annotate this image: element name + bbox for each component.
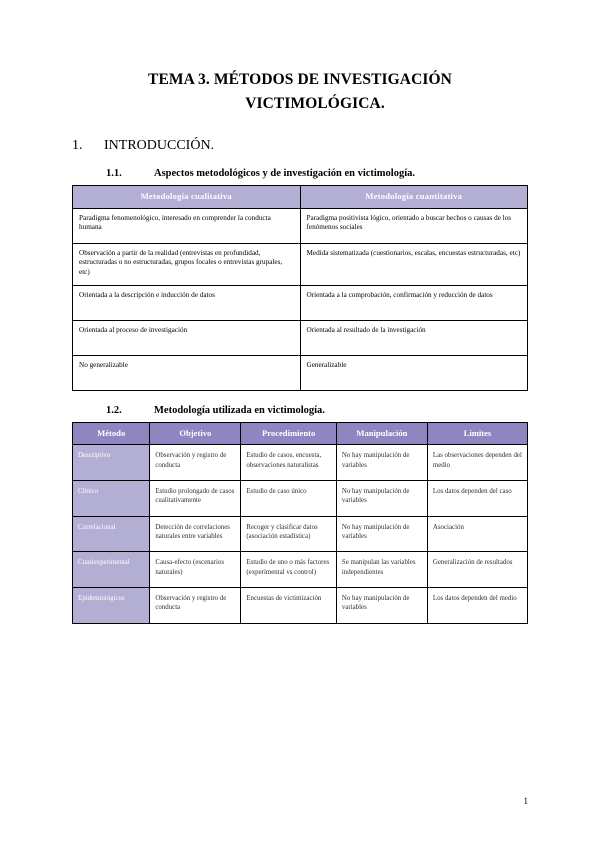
table-qualitative-quantitative [72, 185, 528, 391]
subsection-heading-1-2 [72, 405, 528, 416]
cell-metodo: Correlacional [73, 516, 150, 552]
table-row [73, 355, 528, 390]
cell-cualitativa: Orientada a la descripción e inducción de datos [73, 285, 301, 320]
column-header-procedimiento: Procedimiento [241, 422, 337, 445]
table-row [73, 285, 528, 320]
cell-objetivo: Causa-efecto (escenarios naturales) [150, 552, 241, 588]
cell-manipulacion: No hay manipulación de variables [336, 481, 427, 517]
page-title [72, 68, 528, 116]
cell-cualitativa: Observación a partir de la realidad (entrevistas en profundidad, estructuradas o no estructuradas, grupos focales o entrevistas grupales, etc) [73, 243, 301, 285]
cell-limites: Los datos dependen del caso [427, 481, 527, 517]
cell-limites: Los datos dependen del medio [427, 587, 527, 623]
column-header-limites: Límites [427, 422, 527, 445]
cell-metodo: Epidemiológicos [73, 587, 150, 623]
page-number: 1 [523, 796, 528, 806]
cell-metodo: Descriptivo [73, 445, 150, 481]
table-row [73, 320, 528, 355]
cell-cuantitativa: Orientada al resultado de la investigación [300, 320, 528, 355]
cell-metodo: Cuasiexperimental [73, 552, 150, 588]
cell-cualitativa: Paradigma fenomenológico, interesado en comprender la conducta humana [73, 208, 301, 243]
cell-objetivo: Observación y registro de conducta [150, 445, 241, 481]
table-row [73, 587, 528, 623]
section-number: 1. [72, 138, 83, 154]
cell-procedimiento: Estudio de casos, encuesta, observaciones naturalistas [241, 445, 337, 481]
subsection-title: Metodología utilizada en victimología. [154, 404, 325, 416]
cell-procedimiento: Recoger y clasificar datos (asociación estadística) [241, 516, 337, 552]
page-title-line-1: TEMA 3. MÉTODOS DE INVESTIGACIÓN [148, 71, 452, 88]
column-header-cualitativa: Metodología cualitativa [73, 186, 301, 209]
column-header-cuantitativa: Metodología cuantitativa [300, 186, 528, 209]
cell-objetivo: Estudio prolongado de casos cualitativamente [150, 481, 241, 517]
subsection-title: Aspectos metodológicos y de investigación en victimología. [154, 168, 416, 180]
column-header-objetivo: Objetivo [150, 422, 241, 445]
cell-objetivo: Detección de correlaciones naturales entre variables [150, 516, 241, 552]
cell-procedimiento: Encuestas de victimización [241, 587, 337, 623]
subsection-number: 1.1. [106, 168, 122, 180]
section-title: INTRODUCCIÓN. [104, 138, 215, 154]
cell-procedimiento: Estudio de caso único [241, 481, 337, 517]
table-row [73, 516, 528, 552]
cell-manipulacion: Se manipulan las variables independientes [336, 552, 427, 588]
table-header-row [73, 186, 528, 209]
cell-manipulacion: No hay manipulación de variables [336, 587, 427, 623]
cell-metodo: Clínico [73, 481, 150, 517]
cell-procedimiento: Estudio de uno o más factores (experimental vs control) [241, 552, 337, 588]
cell-limites: Las observaciones dependen del medio [427, 445, 527, 481]
cell-limites: Generalización de resultados [427, 552, 527, 588]
cell-cuantitativa: Medida sistematizada (cuestionarios, escalas, encuestas estructuradas, etc) [300, 243, 528, 285]
cell-manipulacion: No hay manipulación de variables [336, 516, 427, 552]
table-row [73, 552, 528, 588]
table-row [73, 208, 528, 243]
column-header-metodo: Método [73, 422, 150, 445]
cell-cualitativa: Orientada al proceso de investigación [73, 320, 301, 355]
table-header-row [73, 422, 528, 445]
cell-cuantitativa: Orientada a la comprobación, confirmación y reducción de datos [300, 285, 528, 320]
cell-limites: Asociación [427, 516, 527, 552]
table-methods [72, 422, 528, 624]
table-row [73, 445, 528, 481]
cell-cuantitativa: Paradigma positivista lógico, orientado a buscar hechos o causas de los fenómenos sociales [300, 208, 528, 243]
page-title-line-2: VICTIMOLÓGICA. [245, 95, 385, 113]
table-row [73, 243, 528, 285]
cell-cualitativa: No generalizable [73, 355, 301, 390]
cell-manipulacion: No hay manipulación de variables [336, 445, 427, 481]
section-heading-introduccion [72, 138, 528, 154]
subsection-heading-1-1 [72, 168, 528, 179]
cell-objetivo: Observación y registro de conducta [150, 587, 241, 623]
column-header-manipulacion: Manipulación [336, 422, 427, 445]
subsection-number: 1.2. [106, 404, 122, 416]
cell-cuantitativa: Generalizable [300, 355, 528, 390]
table-row [73, 481, 528, 517]
